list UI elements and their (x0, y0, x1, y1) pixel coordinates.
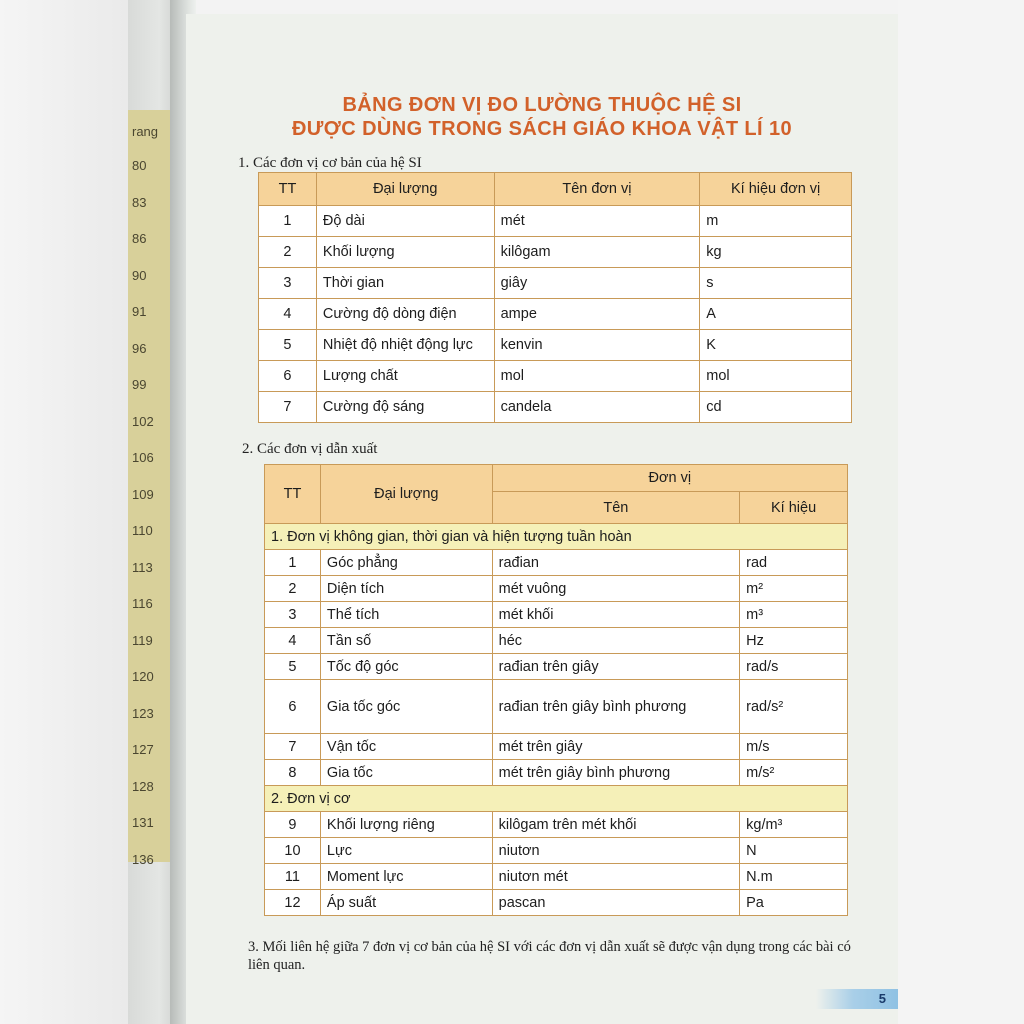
quantity-cell: Tần số (320, 628, 492, 654)
unit-name-cell: kilôgam trên mét khối (492, 812, 740, 838)
index-page-number: 102 (132, 413, 154, 429)
unit-name-cell: kenvin (494, 330, 700, 361)
index-page-number: 106 (132, 450, 154, 465)
unit-symbol-cell: s (700, 268, 852, 299)
quantity-cell: Gia tốc góc (320, 680, 492, 734)
table-row (265, 812, 848, 838)
unit-symbol-cell: N.m (740, 864, 848, 890)
quantity-cell: Thể tích (320, 602, 492, 628)
quantity-cell: Lực (320, 838, 492, 864)
unit-symbol-cell: K (700, 330, 852, 361)
derived-header-unit: Đơn vị (492, 465, 847, 492)
book-page (186, 14, 898, 1024)
index-page-number: 123 (132, 705, 154, 721)
header-tt: TT (259, 173, 317, 206)
table-row (259, 299, 852, 330)
group-label: 2. Đơn vị cơ (265, 786, 848, 812)
row-number: 12 (265, 890, 321, 916)
table-row (265, 680, 848, 734)
base-units-table (258, 172, 852, 423)
row-number: 9 (265, 812, 321, 838)
row-number: 4 (259, 299, 317, 330)
index-page-number: 120 (132, 669, 154, 684)
group-row-mechanics (265, 786, 848, 812)
table-row (259, 392, 852, 423)
unit-symbol-cell: m (700, 206, 852, 237)
unit-name-cell: mét vuông (492, 576, 740, 602)
index-page-number: 116 (132, 596, 153, 611)
unit-symbol-cell: m² (740, 576, 848, 602)
group-row-space-time (265, 524, 848, 550)
quantity-cell: Cường độ sáng (316, 392, 494, 423)
page-title-line-1: BẢNG ĐƠN VỊ ĐO LƯỜNG THUỘC HỆ SI (342, 94, 742, 116)
table-row (259, 361, 852, 392)
index-page-number: 110 (132, 523, 153, 538)
quantity-cell: Vận tốc (320, 734, 492, 760)
unit-name-cell: niutơn mét (492, 864, 740, 890)
background-surface-right (898, 0, 1024, 1024)
unit-name-cell: rađian trên giây bình phương (492, 680, 740, 734)
quantity-cell: Tốc độ góc (320, 654, 492, 680)
row-number: 5 (265, 654, 321, 680)
group-label: 1. Đơn vị không gian, thời gian và hiện tượng tuần hoàn (265, 524, 848, 550)
unit-symbol-cell: rad (740, 550, 848, 576)
row-number: 6 (265, 680, 321, 734)
unit-name-cell: ampe (494, 299, 700, 330)
table-row (265, 760, 848, 786)
table-row (265, 576, 848, 602)
quantity-cell: Áp suất (320, 890, 492, 916)
header-unit-name: Tên đơn vị (494, 173, 700, 206)
unit-symbol-cell: mol (700, 361, 852, 392)
derived-header-tt: TT (265, 465, 321, 524)
unit-symbol-cell: m³ (740, 602, 848, 628)
derived-header-quantity: Đại lượng (320, 465, 492, 524)
quantity-cell: Lượng chất (316, 361, 494, 392)
unit-symbol-cell: Pa (740, 890, 848, 916)
unit-name-cell: mét trên giây bình phương (492, 760, 740, 786)
table-row (259, 206, 852, 237)
table-row (259, 237, 852, 268)
index-page-number: 96 (132, 340, 147, 356)
unit-symbol-cell: kg (700, 237, 852, 268)
unit-symbol-cell: A (700, 299, 852, 330)
unit-symbol-cell: N (740, 838, 848, 864)
index-page-number: 109 (132, 486, 154, 502)
index-header: rang (132, 124, 159, 139)
index-page-number: 90 (132, 267, 147, 283)
unit-symbol-cell: m/s² (740, 760, 848, 786)
index-page-number: 128 (132, 778, 154, 794)
note-3: 3. Mối liên hệ giữa 7 đơn vị cơ bản của hệ SI với các đơn vị dẫn xuất sẽ được vận dụng trong các bài có liên quan. (248, 939, 851, 973)
row-number: 2 (259, 237, 317, 268)
back-page-index-column (128, 110, 170, 867)
page-number: 5 (878, 991, 886, 1006)
background-surface (0, 0, 128, 1024)
unit-name-cell: candela (494, 392, 700, 423)
page-number-bar (816, 989, 898, 1009)
section-1-heading: 1. Các đơn vị cơ bản của hệ SI (238, 155, 422, 171)
page-title-line-2: ĐƯỢC DÙNG TRONG SÁCH GIÁO KHOA VẬT LÍ 10 (291, 118, 793, 140)
row-number: 3 (259, 268, 317, 299)
header-unit-symbol: Kí hiệu đơn vị (700, 173, 852, 206)
quantity-cell: Thời gian (316, 268, 494, 299)
table-row (265, 628, 848, 654)
row-number: 6 (259, 361, 317, 392)
unit-symbol-cell: Hz (740, 628, 848, 654)
index-page-number: 86 (132, 231, 147, 246)
quantity-cell: Diện tích (320, 576, 492, 602)
quantity-cell: Khối lượng (316, 237, 494, 268)
quantity-cell: Độ dài (316, 206, 494, 237)
quantity-cell: Cường độ dòng điện (316, 299, 494, 330)
table-row (265, 550, 848, 576)
table-row (265, 654, 848, 680)
unit-name-cell: mét trên giây (492, 734, 740, 760)
table-row (265, 602, 848, 628)
unit-symbol-cell: cd (700, 392, 852, 423)
index-page-number: 83 (132, 194, 147, 210)
unit-name-cell: mét khối (492, 602, 740, 628)
row-number: 10 (265, 838, 321, 864)
row-number: 3 (265, 602, 321, 628)
table-row (265, 838, 848, 864)
row-number: 1 (265, 550, 321, 576)
index-page-number: 131 (132, 815, 154, 830)
index-page-number: 80 (132, 158, 147, 173)
unit-symbol-cell: rad/s² (740, 680, 848, 734)
index-page-number: 99 (132, 377, 147, 392)
index-page-number: 136 (132, 851, 154, 867)
header-quantity: Đại lượng (316, 173, 494, 206)
unit-name-cell: niutơn (492, 838, 740, 864)
quantity-cell: Moment lực (320, 864, 492, 890)
table-row (265, 890, 848, 916)
quantity-cell: Nhiệt độ nhiệt động lực (316, 330, 494, 361)
row-number: 2 (265, 576, 321, 602)
index-page-number: 127 (132, 742, 154, 757)
row-number: 4 (265, 628, 321, 654)
row-number: 11 (265, 864, 321, 890)
derived-header-name: Tên (492, 492, 740, 524)
unit-name-cell: giây (494, 268, 700, 299)
table-row (259, 268, 852, 299)
table-row (265, 864, 848, 890)
unit-name-cell: mét (494, 206, 700, 237)
unit-name-cell: rađian trên giây (492, 654, 740, 680)
derived-header-symbol: Kí hiệu (740, 492, 848, 524)
table-row (259, 330, 852, 361)
unit-name-cell: mol (494, 361, 700, 392)
row-number: 5 (259, 330, 317, 361)
quantity-cell: Góc phẳng (320, 550, 492, 576)
unit-name-cell: pascan (492, 890, 740, 916)
unit-symbol-cell: m/s (740, 734, 848, 760)
unit-symbol-cell: kg/m³ (740, 812, 848, 838)
quantity-cell: Khối lượng riêng (320, 812, 492, 838)
index-page-number: 91 (132, 304, 147, 319)
quantity-cell: Gia tốc (320, 760, 492, 786)
row-number: 7 (265, 734, 321, 760)
index-page-number: 119 (132, 632, 153, 648)
derived-units-table (264, 464, 848, 916)
row-number: 1 (259, 206, 317, 237)
row-number: 7 (259, 392, 317, 423)
row-number: 8 (265, 760, 321, 786)
unit-name-cell: rađian (492, 550, 740, 576)
table-row (265, 734, 848, 760)
unit-name-cell: héc (492, 628, 740, 654)
section-2-heading: 2. Các đơn vị dẫn xuất (242, 441, 378, 457)
unit-symbol-cell: rad/s (740, 654, 848, 680)
unit-name-cell: kilôgam (494, 237, 700, 268)
index-page-number: 113 (132, 559, 153, 575)
